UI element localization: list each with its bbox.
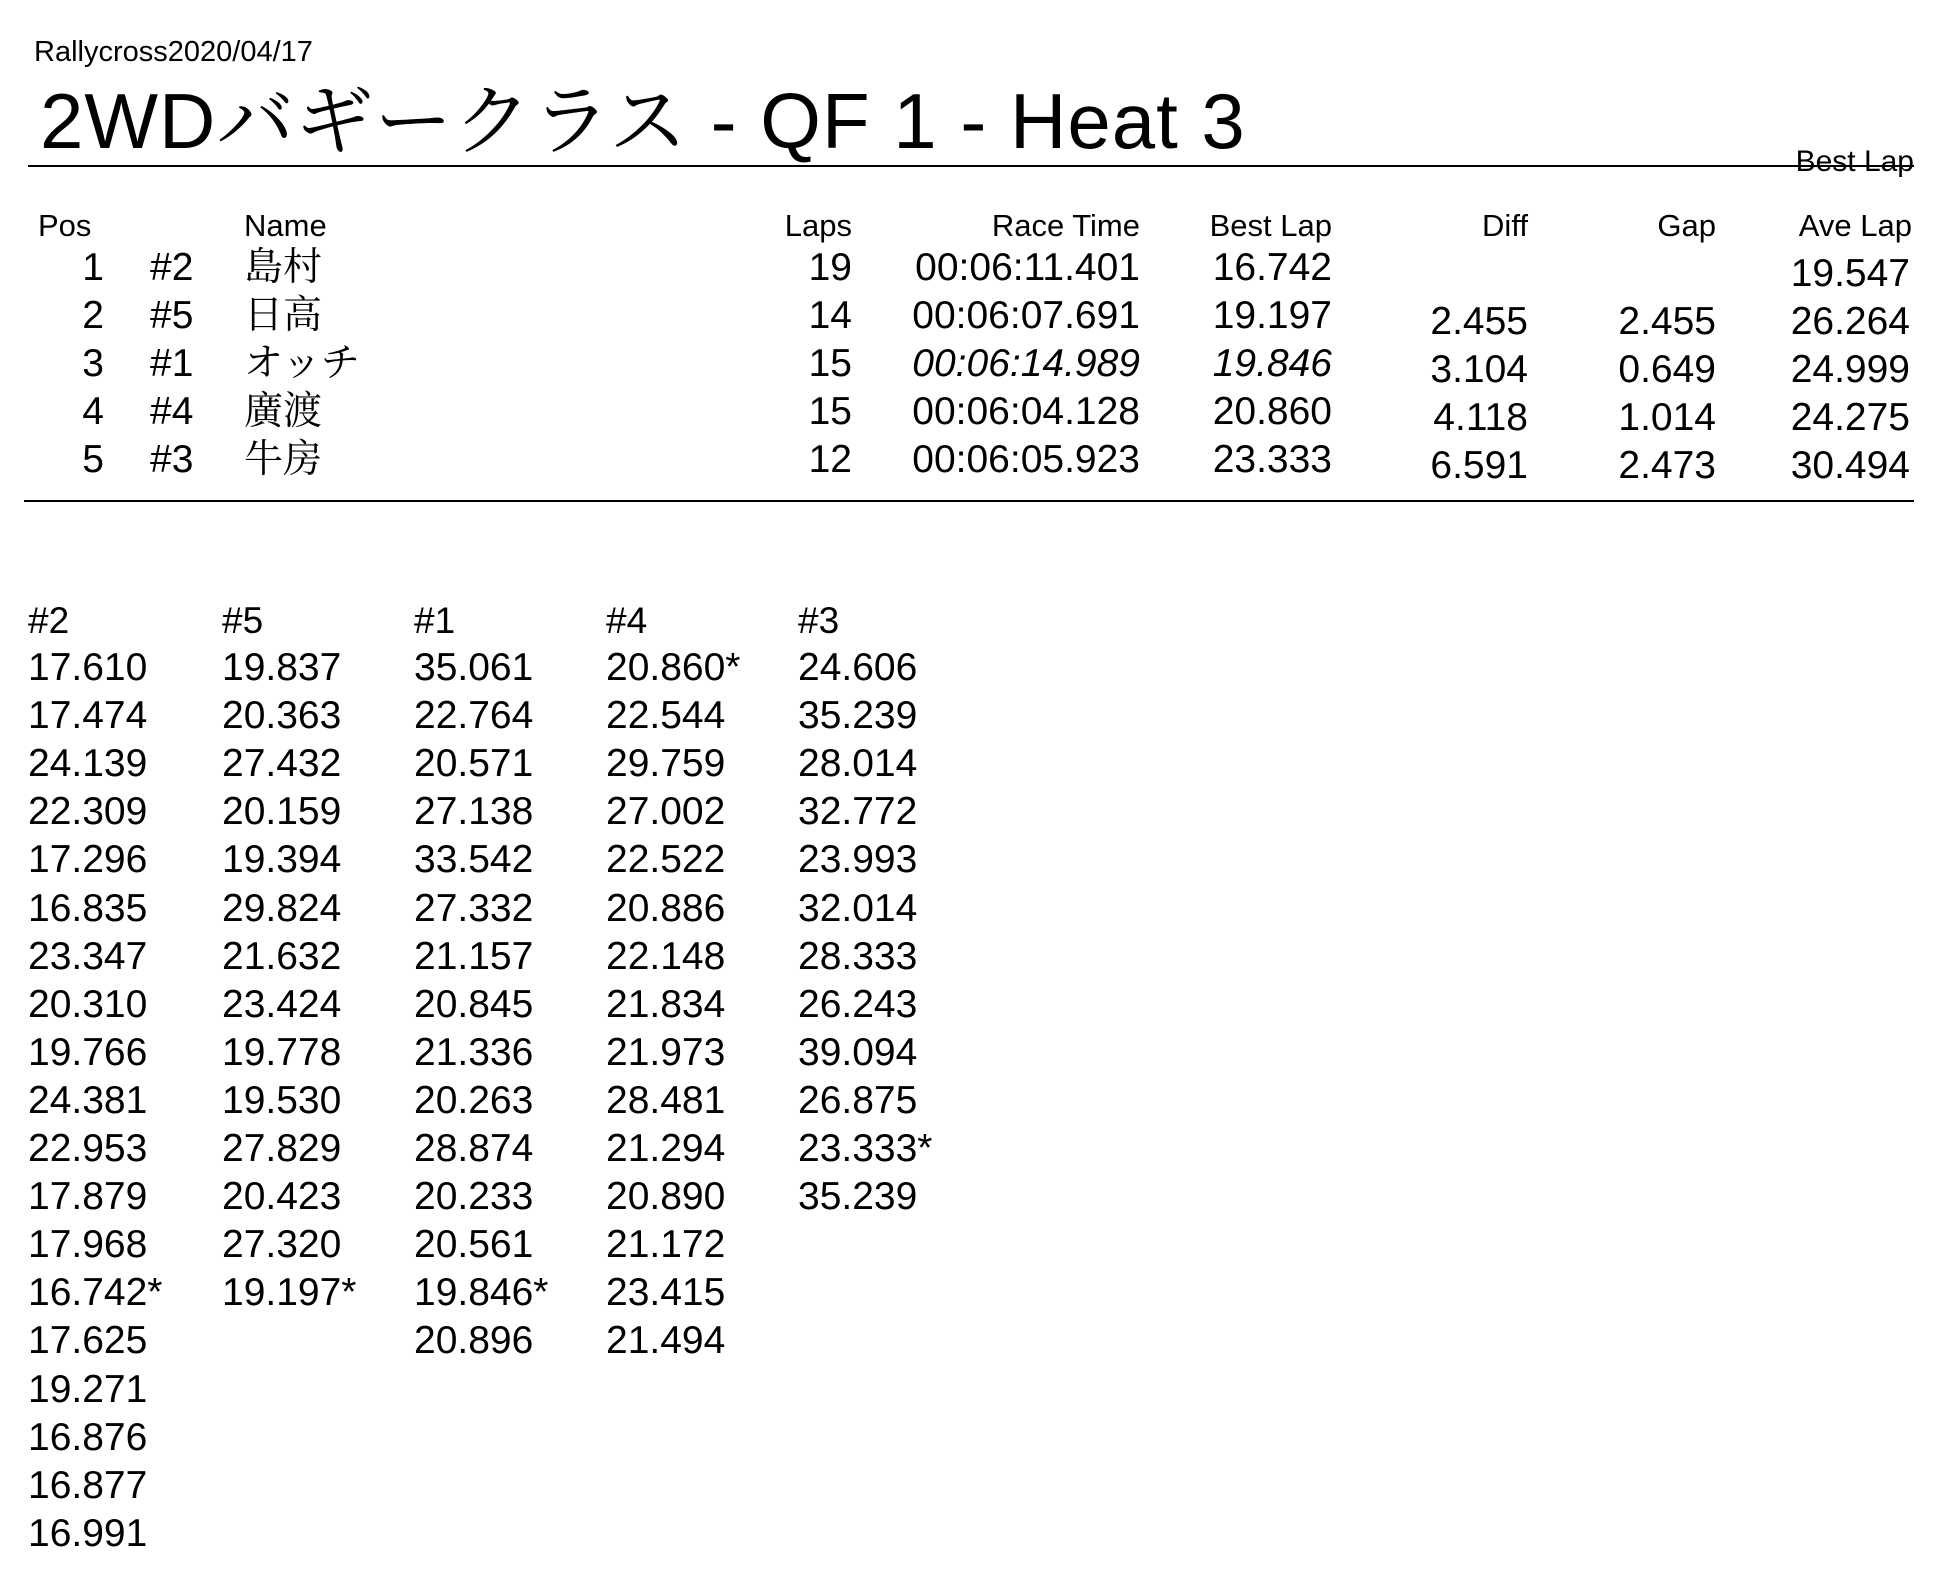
lap-column-header: #3 [798,600,840,641]
lap-time: 35.239 [798,1175,918,1218]
cell-race-time: 00:06:07.691 [912,294,1140,337]
lap-time: 17.625 [28,1319,148,1362]
page-title: 2WDバギークラス - QF 1 - Heat 3 [40,77,1246,165]
cell-race-time: 00:06:14.989 [912,342,1140,385]
lap-time: 24.381 [28,1079,148,1122]
col-header-ave-lap: Ave Lap [1798,208,1912,243]
col-header-gap: Gap [1657,208,1716,243]
lap-time: 22.544 [606,694,726,737]
lap-time: 21.973 [606,1031,726,1074]
lap-time: 28.481 [606,1079,726,1122]
lap-time: 17.968 [28,1223,148,1266]
cell-best-lap: 19.197 [1212,294,1332,337]
lap-time: 16.742* [28,1271,163,1314]
lap-time: 20.896 [414,1319,534,1362]
lap-time: 20.423 [222,1175,342,1218]
lap-time: 27.320 [222,1223,342,1266]
lap-time: 32.772 [798,790,918,833]
cell-pos: 3 [82,342,104,385]
col-header-laps: Laps [784,208,852,243]
col-header-race-time: Race Time [991,208,1140,243]
cell-laps: 15 [808,342,852,385]
cell-gap: 2.455 [1618,300,1716,343]
lap-column-header: #5 [222,600,264,641]
lap-time: 19.197* [222,1271,357,1314]
cell-pos: 1 [82,246,104,289]
lap-time: 20.263 [414,1079,534,1122]
cell-driver-name: 廣渡 [244,390,323,433]
lap-time: 23.993 [798,838,918,881]
lap-time: 20.363 [222,694,342,737]
lap-time: 20.860* [606,646,741,689]
lap-time: 27.002 [606,790,726,833]
cell-laps: 15 [808,390,852,433]
lap-time: 28.333 [798,935,918,978]
lap-time: 21.157 [414,935,534,978]
col-header-pos: Pos [38,208,92,243]
lap-time: 19.778 [222,1031,342,1074]
lap-time: 39.094 [798,1031,918,1074]
lap-time: 19.766 [28,1031,148,1074]
lap-time: 24.139 [28,742,148,785]
lap-time: 20.159 [222,790,342,833]
cell-car-number: #1 [150,342,194,385]
lap-time: 21.294 [606,1127,726,1170]
lap-time: 35.061 [414,646,534,689]
lap-time: 35.239 [798,694,918,737]
lap-time: 17.879 [28,1175,148,1218]
lap-column-header: #2 [28,600,70,641]
lap-time: 17.610 [28,646,148,689]
lap-time: 20.845 [414,983,534,1026]
cell-driver-name: 牛房 [244,438,323,481]
cell-car-number: #3 [150,438,194,481]
col-header-diff: Diff [1482,208,1528,243]
lap-time: 23.333* [798,1127,933,1170]
cell-diff: 6.591 [1430,444,1528,487]
lap-time: 19.271 [28,1368,148,1411]
lap-time: 17.474 [28,694,148,737]
lap-time: 19.837 [222,646,342,689]
cell-best-lap: 23.333 [1212,438,1332,481]
lap-time: 20.233 [414,1175,534,1218]
lap-time: 32.014 [798,887,918,930]
lap-time: 22.148 [606,935,726,978]
cell-ave-lap: 26.264 [1790,300,1910,343]
lap-time: 16.877 [28,1464,148,1507]
cell-driver-name: 島村 [244,246,323,289]
cell-best-lap: 16.742 [1212,246,1332,289]
lap-time: 27.829 [222,1127,342,1170]
cell-pos: 4 [82,390,104,433]
lap-time: 22.764 [414,694,534,737]
lap-time: 20.310 [28,983,148,1026]
cell-ave-lap: 30.494 [1790,444,1910,487]
cell-race-time: 00:06:11.401 [915,246,1140,289]
lap-time: 23.415 [606,1271,726,1314]
lap-time: 20.561 [414,1223,534,1266]
cell-best-lap: 20.860 [1212,390,1332,433]
cell-diff: 2.455 [1430,300,1528,343]
lap-time: 28.014 [798,742,918,785]
cell-laps: 14 [808,294,852,337]
cell-car-number: #5 [150,294,194,337]
lap-time: 22.309 [28,790,148,833]
event-date-label: Rallycross2020/04/17 [34,36,313,68]
lap-time: 24.606 [798,646,918,689]
top-divider [28,165,1914,167]
cell-laps: 12 [808,438,852,481]
cell-driver-name: 日高 [244,294,323,337]
lap-time: 16.991 [28,1512,148,1555]
lap-time: 26.243 [798,983,918,1026]
lap-time: 29.759 [606,742,726,785]
lap-time: 27.332 [414,887,534,930]
lap-time: 19.846* [414,1271,549,1314]
lap-time: 19.530 [222,1079,342,1122]
cell-pos: 5 [82,438,104,481]
lap-column-header: #1 [414,600,456,641]
lap-time: 27.432 [222,742,342,785]
cell-ave-lap: 19.547 [1790,252,1910,295]
cell-best-lap: 19.846 [1212,342,1332,385]
col-header-best-lap: Best Lap [1209,208,1332,243]
cell-race-time: 00:06:04.128 [912,390,1140,433]
lap-time: 19.394 [222,838,342,881]
cell-driver-name: オッチ [244,342,360,385]
best-lap-legend: Best Lap [1795,145,1914,178]
lap-time: 20.890 [606,1175,726,1218]
lap-time: 20.571 [414,742,534,785]
lap-time: 23.424 [222,983,342,1026]
cell-ave-lap: 24.275 [1790,396,1910,439]
lap-time: 16.835 [28,887,148,930]
lap-time: 26.875 [798,1079,918,1122]
lap-time: 22.953 [28,1127,148,1170]
lap-time: 17.296 [28,838,148,881]
lap-time: 16.876 [28,1416,148,1459]
col-header-name: Name [244,208,327,243]
lap-time: 28.874 [414,1127,534,1170]
bottom-divider [24,500,1914,502]
cell-gap: 1.014 [1618,396,1716,439]
cell-ave-lap: 24.999 [1790,348,1910,391]
cell-car-number: #4 [150,390,194,433]
lap-time: 27.138 [414,790,534,833]
lap-time: 22.522 [606,838,726,881]
lap-time: 21.834 [606,983,726,1026]
lap-time: 33.542 [414,838,534,881]
cell-gap: 2.473 [1618,444,1716,487]
lap-time: 21.336 [414,1031,534,1074]
cell-gap: 0.649 [1618,348,1716,391]
lap-time: 21.494 [606,1319,726,1362]
lap-time: 29.824 [222,887,342,930]
cell-car-number: #2 [150,246,194,289]
lap-column-header: #4 [606,600,648,641]
cell-race-time: 00:06:05.923 [912,438,1140,481]
lap-time: 21.172 [606,1223,726,1266]
cell-diff: 4.118 [1433,396,1528,439]
lap-time: 20.886 [606,887,726,930]
cell-laps: 19 [808,246,852,289]
lap-time: 21.632 [222,935,342,978]
cell-pos: 2 [82,294,104,337]
cell-diff: 3.104 [1430,348,1528,391]
lap-time: 23.347 [28,935,148,978]
